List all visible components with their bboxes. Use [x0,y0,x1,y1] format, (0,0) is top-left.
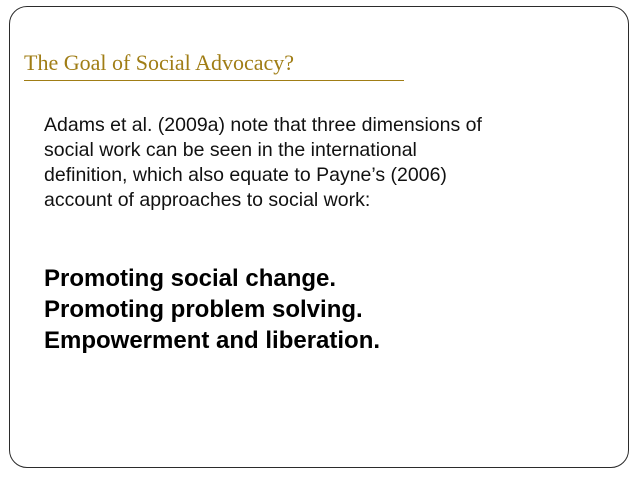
paragraph-line: Adams et al. (2009a) note that three dimensions of [44,114,482,136]
key-points [44,263,380,356]
slide-frame [9,6,629,468]
key-point-problem-solving: Promoting problem solving. [44,296,363,323]
key-point-empowerment: Empowerment and liberation. [44,327,381,354]
slide-paragraph [44,113,624,213]
paragraph-line: account of approaches to social work: [44,189,371,211]
paragraph-line: definition, which also equate to Payne’s (2006) [44,164,447,186]
slide-title: The Goal of Social Advocacy? [24,50,295,75]
paragraph-line: social work can be seen in the international [44,139,417,161]
title-underline [24,80,404,81]
key-point-social-change: Promoting social change. [44,265,337,292]
